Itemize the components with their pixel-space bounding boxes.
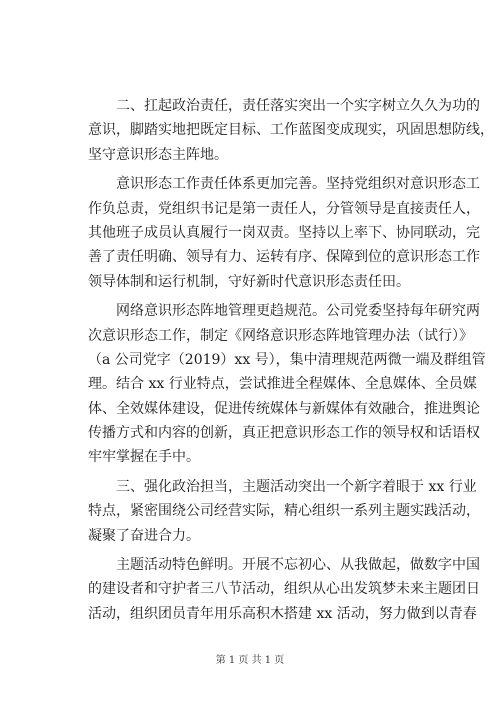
paragraph	[88, 172, 480, 294]
text-line: 凝聚了奋进合力。	[88, 527, 200, 544]
text-line: 三、强化政治担当，主题活动突出一个新字着眼于 xx 行业	[116, 478, 477, 495]
text-line: 领导体制和运行机制，守好新时代意识形态责任田。	[88, 273, 410, 290]
page-number: 第 1 页 共 1 页	[215, 655, 285, 666]
document-body	[88, 94, 494, 626]
text-line: （a 公司党字（2019）xx 号），集中清理规范两微一端及群组管	[88, 351, 486, 368]
text-line: 网络意识形态阵地管理更趋规范。公司党委坚持每年研究两	[116, 303, 480, 320]
paragraph	[88, 94, 494, 167]
text-line: 主题活动特色鲜明。开展不忘初心、从我做起，做数字中国	[116, 557, 480, 574]
text-line: 体、全效媒体建设，促进传统媒体与新媒体有效融合，推进舆论	[88, 400, 480, 417]
paragraph	[88, 475, 480, 548]
text-line: 特点，紧密围绕公司经营实际，精心组织一系列主题实践活动，	[88, 503, 480, 520]
paragraph	[88, 299, 486, 470]
text-line: 传播方式和内容的创新，真正把意识形态工作的领导权和话语权	[88, 425, 480, 442]
text-line: 活动，组织团员青年用乐高积木搭建 xx 活动，努力做到以青春	[88, 605, 477, 622]
text-line: 善了责任明确、领导有力、运转有序、保障到位的意识形态工作	[88, 249, 480, 266]
text-line: 次意识形态工作，制定《网络意识形态阵地管理办法（试行）》	[88, 327, 473, 344]
text-line: 作负总责，党组织书记是第一责任人，分管领导是直接责任人，	[88, 200, 480, 217]
text-line: 理。结合 xx 行业特点，尝试推进全程媒体、全息媒体、全员媒	[88, 376, 477, 393]
text-line: 牢牢掌握在手中。	[88, 449, 200, 466]
paragraph	[88, 553, 480, 626]
text-line: 二、扛起政治责任，责任落实突出一个实字树立久久为功的	[116, 98, 480, 114]
text-line: 意识形态工作责任体系更加完善。坚持党组织对意识形态工	[116, 176, 480, 193]
text-line: 意识，脚踏实地把既定目标、工作蓝图变成现实，巩固思想防线，	[88, 122, 494, 139]
text-line: 的建设者和守护者三八节活动，组织从心出发筑梦未来主题团日	[88, 581, 480, 598]
text-line: 坚守意识形态主阵地。	[88, 146, 228, 163]
text-line: 其他班子成员认真履行一岗双责。坚持以上率下、协同联动，完	[88, 224, 480, 241]
